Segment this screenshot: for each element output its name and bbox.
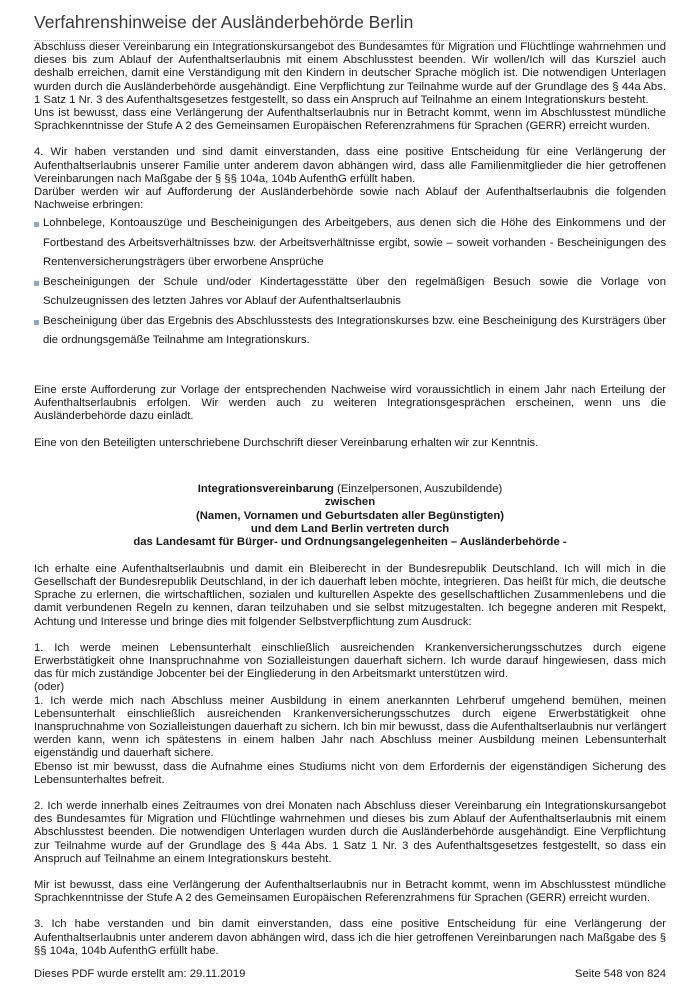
agreement-item-1c: Ebenso ist mir bewusst, dass die Aufnahme eines Studiums nicht von dem Erfordernis der eigenständigen Sicherung des Lebensunterhaltes befreit. [34, 760, 666, 786]
proofs-list [34, 214, 666, 351]
intro-paragraph-2: Uns ist bewusst, dass eine Verlängerung der Aufenthaltserlaubnis nur in Betracht kommt, wenn im Abschlusstest mündliche Sprachkenntnisse der Stufe A 2 des Gemeinsamen Europäischen Referenzrahmens für Sprachen (GERR) erreicht wurden. [34, 107, 666, 133]
agreement-intro-paragraph: Ich erhalte eine Aufenthaltserlaubnis und damit ein Bleiberecht in der Bundesrepublik Deutschland. Ich will mich in die Gesellschaft der Bundesrepublik Deutschland, in der ich dauerhaft leben möchte, integrieren. Das heißt für mich, die deutsche Sprache zu erlernen, die wirtschaftlichen, sozialen und kulturellen Aspekte des gesellschaftlichen Zusammenlebens und die damit verbundenen Regeln zu kennen, daran teilzuhaben und sie selbst mitzugestalten. Ich begegne anderen mit Respekt, Achtung und Interesse und bringe dies mit folgender Selbstverpflichtung zum Ausdruck: [34, 562, 666, 628]
list-item-text: Bescheinigungen der Schule und/oder Kindertagesstätte über den regelmäßigen Besuch sowie die Vorlage von Schulzeugnissen des letzten Jahres vor Ablauf der Aufenthaltserlaubnis [43, 275, 666, 308]
list-item-text: Lohnbelege, Kontoauszüge und Bescheinigungen des Arbeitgebers, aus denen sich die Höhe des Einkommens und der Fortbestand des Arbeitsverhältnisses bzw. der Arbeitsverhältnisse ergibt, sowie – soweit vorhanden - Bescheinigungen des Rentenversicherungsträgers über erworbene Ansprüche [43, 217, 666, 269]
agreement-item-1a: 1. Ich werde meinen Lebensunterhalt einschließlich ausreichenden Krankenversicherungsschutzes durch eigene Erwerbstätigkeit ohne Inanspruchnahme von Sozialleistungen dauerhaft sichern. Ich wurde darauf hingewiesen, dass mich das für mich zuständige Jobcenter bei der Eingliederung in den Arbeitsmarkt unterstützen wird. [34, 641, 666, 681]
list-item [34, 214, 666, 273]
agreement-title-note: (Einzelpersonen, Auszubildende) [333, 482, 503, 495]
agreement-item-2b: Mir ist bewusst, dass eine Verlängerung der Aufenthaltserlaubnis nur in Betracht kommt, wenn im Abschlusstest mündliche Sprachkenntnisse der Stufe A 2 des Gemeinsamen Europäischen Referenzrahmens für Sprachen (GERR) erreicht wurden. [34, 879, 666, 905]
agreement-state [34, 523, 666, 536]
agreement-item-2: 2. Ich werde innerhalb eines Zeitraumes von drei Monaten nach Abschluss dieser Vereinbarung ein Integrationskursangebot des Bundesamtes für Migration und Flüchtlinge wahrnehmen und dieses bis zum Ablauf der Aufenthaltserlaubnis mit einem Abschlusstest beenden. Die notwendigen Unterlagen wurden durch die Ausländerbehörde ausgehändigt. Eine Verpflichtung zur Teilnahme wurde auf der Grundlage des § 44a Abs. 1 Satz 1 Nr. 3 des Aufenthaltsgesetzes festgestellt, so dass ein Anspruch auf Teilnahme an einem Integrationskurs besteht. [34, 800, 666, 865]
agreement-parties [34, 510, 666, 523]
document-body [34, 41, 666, 958]
agreement-authority-text: das Landesamt für Bürger- und Ordnungsangelegenheiten – Ausländerbehörde - [133, 536, 567, 549]
section-4-proofs-intro: Darüber werden wir auf Aufforderung der Ausländerbehörde sowie nach Ablauf der Aufenthaltserlaubnis die folgenden Nachweise erbringen: [34, 186, 666, 212]
section-4-copy-paragraph: Eine von den Beteiligten unterschriebene Durchschrift dieser Vereinbarung erhalten wir zur Kenntnis. [34, 436, 539, 449]
section-4-request-paragraph: Eine erste Aufforderung zur Vorlage der entsprechenden Nachweise wird voraussichtlich in einem Jahr nach Erteilung der Aufenthaltserlaubnis erfolgen. Wir werden auch zu weiteren Integrationsgesprächen erscheinen, wenn uns die Ausländerbehörde dazu einlädt. [34, 383, 666, 423]
section-4-paragraph: 4. Wir haben verstanden und sind damit einverstanden, dass eine positive Entscheidung für eine Verlängerung der Aufenthaltserlaubnis unserer Familie unter anderem davon abhängen wird, dass alle Familienmitglieder die hier getroffenen Vereinbarungen nach Maßgabe der § §§ 104a, 104b AufenthG erfüllt haben. [34, 146, 666, 185]
square-bullet-icon [34, 320, 39, 325]
square-bullet-icon [34, 281, 39, 286]
footer-created-date: Dieses PDF wurde erstellt am: 29.11.2019 [34, 968, 246, 980]
intro-paragraph-1: Abschluss dieser Vereinbarung ein Integrationskursangebot des Bundesamtes für Migration und Flüchtlinge wahrnehmen und dieses bis zum Ablauf der Aufenthaltserlaubnis mit einem Abschlusstest beenden. Wir wollen/Ich will das Kursziel auch deshalb erreichen, damit eine Verständigung mit den Kindern in deutscher Sprache möglich ist. Die notwendigen Unterlagen wurden durch die Ausländerbehörde ausgehändigt. Eine Verpflichtung zur Teilnahme wurde auf der Grundlage des § 44a Abs. 1 Satz 1 Nr. 3 des Aufenthaltsgesetzes festgestellt, so dass ein Anspruch auf Teilnahme an einem Integrationskurs besteht. [34, 41, 666, 106]
agreement-item-3: 3. Ich habe verstanden und bin damit einverstanden, dass eine positive Entscheidung für eine Verlängerung der Aufenthaltserlaubnis unter anderem davon abhängen wird, dass ich die hier getroffenen Vereinbarungen nach Maßgabe des § §§ 104a, 104b AufenthG erfüllt habe. [34, 918, 666, 957]
agreement-heading [34, 483, 666, 550]
list-item-text: Bescheinigung über das Ergebnis des Abschlusstests des Integrationskurses bzw. eine Bescheinigung des Kursträgers über die ordnungsgemäße Teilnahme am Integrationskurs. [43, 314, 666, 347]
agreement-or: (oder) [34, 681, 65, 694]
agreement-state-text: und dem Land Berlin vertreten durch [250, 522, 450, 535]
agreement-title-bold: Integrationsvereinbarung [197, 482, 334, 495]
footer-page-number: Seite 548 von 824 [574, 968, 666, 980]
agreement-authority [34, 536, 666, 549]
square-bullet-icon [34, 222, 39, 227]
page-title: Verfahrenshinweise der Ausländerbehörde Berlin [34, 12, 666, 41]
list-item [34, 312, 666, 351]
document-page [34, 0, 666, 990]
list-item [34, 273, 666, 312]
agreement-between [34, 496, 666, 509]
page-footer [34, 968, 666, 980]
agreement-parties-text: (Namen, Vornamen und Geburtsdaten aller Begünstigten) [196, 509, 504, 522]
agreement-item-1b: 1. Ich werde mich nach Abschluss meiner Ausbildung in einem anerkannten Lehrberuf umgehend bemühen, meinen Lebensunterhalt einschließlich ausreichenden Krankenversicherungsschutzes durch eigene Erwerbstätigkeit ohne Inanspruchnahme von Sozialleistungen dauerhaft zu sichern. Ich bin mir bewusst, dass die Aufenthaltserlaubnis nur verlängert werden kann, wenn ich spätestens in einem halben Jahr nach Abschluss meiner Ausbildung meinen Lebensunterhalt eigenständig und dauerhaft sichere. [34, 694, 666, 760]
agreement-between-text: zwischen [324, 496, 376, 509]
agreement-title [34, 483, 666, 496]
